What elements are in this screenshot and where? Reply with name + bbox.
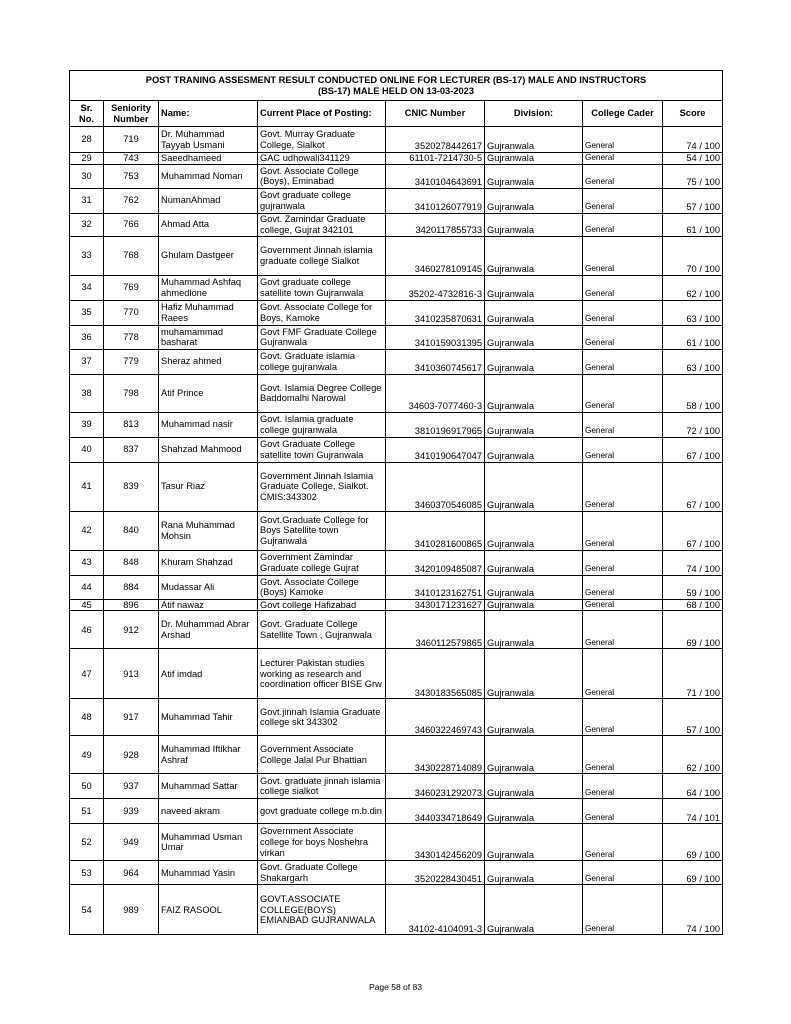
cell-seniority-number: 964 <box>104 861 159 885</box>
cell-cadre: General <box>583 861 663 885</box>
title-line-1: POST TRANING ASSESMENT RESULT CONDUCTED ONLINE FOR LECTURER (BS-17) MALE AND INSTRUCTORS <box>145 74 647 85</box>
cell-posting: Govt graduate college satellite town Gujranwala <box>258 275 386 300</box>
cell-sr-no: 39 <box>70 412 104 437</box>
cell-name: FAIZ RASOOL <box>159 885 258 935</box>
table-row <box>70 736 723 774</box>
cell-seniority-number: 949 <box>104 824 159 861</box>
cell-score: 54 / 100 <box>663 153 723 165</box>
table-row <box>70 412 723 437</box>
cell-posting: Govt. Islamia Degree College Baddomalhi Narowal <box>258 374 386 412</box>
cell-division: Gujranwala <box>485 127 583 153</box>
cell-name: Hafiz Muhammad Raees <box>159 300 258 325</box>
table-row <box>70 213 723 236</box>
header-posting: Current Place of Posting: <box>258 101 386 127</box>
cell-seniority-number: 769 <box>104 275 159 300</box>
cell-division: Gujranwala <box>485 462 583 511</box>
cell-posting: Government Jinnah islamia graduate college Sialkot <box>258 236 386 275</box>
cell-division: Gujranwala <box>485 774 583 799</box>
cell-score: 67 / 100 <box>663 462 723 511</box>
cell-score: 61 / 100 <box>663 213 723 236</box>
cell-seniority-number: 912 <box>104 611 159 649</box>
cell-seniority-number: 779 <box>104 349 159 374</box>
cell-score: 67 / 100 <box>663 437 723 462</box>
cell-name: Dr. Muhammad Abrar Arshad <box>159 611 258 649</box>
cell-cadre: General <box>583 300 663 325</box>
cell-division: Gujranwala <box>485 275 583 300</box>
cell-cnic: 34102-4104091-3 <box>386 885 485 935</box>
cell-posting: Government Associate College Jalal Pur Bhattian <box>258 736 386 774</box>
table-row <box>70 611 723 649</box>
cell-sr-no: 33 <box>70 236 104 275</box>
table-row <box>70 153 723 165</box>
cell-seniority-number: 939 <box>104 799 159 824</box>
cell-name: Muhammad nasir <box>159 412 258 437</box>
cell-posting: GOVT.ASSOCIATE COLLEGE(BOYS) EMIANBAD GUJRANWALA <box>258 885 386 935</box>
cell-cnic: 3460231292073 <box>386 774 485 799</box>
cell-score: 64 / 100 <box>663 774 723 799</box>
cell-division: Gujranwala <box>485 824 583 861</box>
table-row <box>70 774 723 799</box>
cell-posting: Government Zamindar Graduate college Gujrat <box>258 550 386 575</box>
cell-cnic: 3520228430451 <box>386 861 485 885</box>
cell-division: Gujranwala <box>485 300 583 325</box>
cell-sr-no: 43 <box>70 550 104 575</box>
cell-score: 69 / 100 <box>663 824 723 861</box>
cell-cnic: 3430183565085 <box>386 649 485 699</box>
header-sr-no: Sr. No. <box>70 101 104 127</box>
cell-cadre: General <box>583 511 663 550</box>
table-row <box>70 325 723 349</box>
table-row <box>70 374 723 412</box>
cell-cnic: 3410104643691 <box>386 164 485 188</box>
cell-sr-no: 35 <box>70 300 104 325</box>
table-row <box>70 550 723 575</box>
table-row <box>70 300 723 325</box>
cell-cnic: 61101-7214730-5 <box>386 153 485 165</box>
cell-posting: Govt. Islamia graduate college gujranwala <box>258 412 386 437</box>
results-table <box>69 70 723 935</box>
cell-cadre: General <box>583 699 663 736</box>
table-row <box>70 861 723 885</box>
cell-posting: govt graduate college m.b.din <box>258 799 386 824</box>
cell-cadre: General <box>583 736 663 774</box>
cell-division: Gujranwala <box>485 325 583 349</box>
table-row <box>70 127 723 153</box>
cell-cnic: 3420109485087 <box>386 550 485 575</box>
cell-cadre: General <box>583 188 663 213</box>
cell-seniority-number: 928 <box>104 736 159 774</box>
table-row <box>70 699 723 736</box>
cell-posting: Government Jinnah Islamia Graduate College, Sialkot. CMIS:343302 <box>258 462 386 511</box>
cell-cadre: General <box>583 164 663 188</box>
title-line-2: (BS-17) MALE HELD ON 13-03-2023 <box>317 85 475 96</box>
cell-cadre: General <box>583 611 663 649</box>
cell-score: 62 / 100 <box>663 275 723 300</box>
cell-sr-no: 41 <box>70 462 104 511</box>
table-row <box>70 462 723 511</box>
cell-name: Saeedhameed <box>159 153 258 165</box>
cell-cadre: General <box>583 412 663 437</box>
cell-cnic: 3460322469743 <box>386 699 485 736</box>
cell-cnic: 3430228714089 <box>386 736 485 774</box>
cell-name: Khuram Shahzad <box>159 550 258 575</box>
cell-division: Gujranwala <box>485 511 583 550</box>
cell-seniority-number: 913 <box>104 649 159 699</box>
cell-seniority-number: 840 <box>104 511 159 550</box>
table-row <box>70 164 723 188</box>
cell-name: Muhammad Ashfaq ahmedlone <box>159 275 258 300</box>
cell-cadre: General <box>583 462 663 511</box>
header-division: Division: <box>485 101 583 127</box>
cell-score: 67 / 100 <box>663 511 723 550</box>
cell-posting: Govt graduate college gujranwala <box>258 188 386 213</box>
cell-posting: Government Associate college for boys Noshehra virkan <box>258 824 386 861</box>
cell-cnic: 34603-7077460-3 <box>386 374 485 412</box>
cell-name: Atif imdad <box>159 649 258 699</box>
cell-cadre: General <box>583 599 663 611</box>
cell-name: Muhammad Yasin <box>159 861 258 885</box>
cell-cnic: 35202-4732816-3 <box>386 275 485 300</box>
header-score: Score <box>663 101 723 127</box>
cell-score: 62 / 100 <box>663 736 723 774</box>
cell-sr-no: 54 <box>70 885 104 935</box>
cell-sr-no: 29 <box>70 153 104 165</box>
cell-seniority-number: 989 <box>104 885 159 935</box>
cell-cadre: General <box>583 885 663 935</box>
cell-name: Mudassar Ali <box>159 575 258 599</box>
cell-division: Gujranwala <box>485 164 583 188</box>
cell-name: Tasur Riaz <box>159 462 258 511</box>
cell-sr-no: 32 <box>70 213 104 236</box>
cell-cnic: 3430171231627 <box>386 599 485 611</box>
cell-cadre: General <box>583 824 663 861</box>
cell-sr-no: 53 <box>70 861 104 885</box>
cell-sr-no: 37 <box>70 349 104 374</box>
cell-score: 69 / 100 <box>663 611 723 649</box>
cell-division: Gujranwala <box>485 236 583 275</box>
cell-cnic: 3460278109145 <box>386 236 485 275</box>
cell-posting: Govt. Zamindar Graduate college, Gujrat 342101 <box>258 213 386 236</box>
cell-seniority-number: 768 <box>104 236 159 275</box>
cell-sr-no: 50 <box>70 774 104 799</box>
cell-sr-no: 28 <box>70 127 104 153</box>
cell-division: Gujranwala <box>485 188 583 213</box>
cell-posting: Govt.Graduate College for Boys Satellite town Gujranwala <box>258 511 386 550</box>
cell-seniority-number: 798 <box>104 374 159 412</box>
cell-score: 63 / 100 <box>663 349 723 374</box>
cell-cnic: 3410235870631 <box>386 300 485 325</box>
cell-sr-no: 51 <box>70 799 104 824</box>
cell-posting: Govt. Associate College (Boys), Eminabad <box>258 164 386 188</box>
table-row <box>70 188 723 213</box>
cell-name: Sheraz ahmed <box>159 349 258 374</box>
page-title <box>70 71 723 101</box>
cell-seniority-number: 719 <box>104 127 159 153</box>
cell-posting: Govt. graduate jinnah islamia college sialkot <box>258 774 386 799</box>
cell-seniority-number: 884 <box>104 575 159 599</box>
cell-cnic: 3410159031395 <box>386 325 485 349</box>
table-row <box>70 885 723 935</box>
cell-score: 68 / 100 <box>663 599 723 611</box>
header-cnic: CNIC Number <box>386 101 485 127</box>
cell-cadre: General <box>583 774 663 799</box>
cell-cnic: 3410126077919 <box>386 188 485 213</box>
cell-seniority-number: 937 <box>104 774 159 799</box>
cell-name: Atif Prince <box>159 374 258 412</box>
cell-cadre: General <box>583 325 663 349</box>
cell-name: Dr. Muhammad Tayyab Usmani <box>159 127 258 153</box>
cell-sr-no: 45 <box>70 599 104 611</box>
cell-seniority-number: 762 <box>104 188 159 213</box>
cell-name: Ahmad Atta <box>159 213 258 236</box>
cell-posting: Govt.jinnah Islamia Graduate college skt 343302 <box>258 699 386 736</box>
cell-posting: Govt college Hafizabad <box>258 599 386 611</box>
cell-seniority-number: 753 <box>104 164 159 188</box>
cell-posting: Govt FMF Graduate College Gujranwala <box>258 325 386 349</box>
cell-division: Gujranwala <box>485 437 583 462</box>
cell-score: 63 / 100 <box>663 300 723 325</box>
header-row <box>70 101 723 127</box>
cell-cnic: 3460370546085 <box>386 462 485 511</box>
cell-division: Gujranwala <box>485 374 583 412</box>
cell-sr-no: 52 <box>70 824 104 861</box>
table-row <box>70 649 723 699</box>
cell-cnic: 3460112579865 <box>386 611 485 649</box>
cell-cadre: General <box>583 649 663 699</box>
cell-name: NumanAhmad <box>159 188 258 213</box>
cell-score: 74 / 101 <box>663 799 723 824</box>
cell-cadre: General <box>583 799 663 824</box>
cell-score: 59 / 100 <box>663 575 723 599</box>
cell-cadre: General <box>583 236 663 275</box>
cell-sr-no: 30 <box>70 164 104 188</box>
cell-seniority-number: 839 <box>104 462 159 511</box>
cell-seniority-number: 766 <box>104 213 159 236</box>
cell-division: Gujranwala <box>485 153 583 165</box>
cell-cnic: 3440334718649 <box>386 799 485 824</box>
cell-posting: Lecturer Pakistan studies working as research and coordination officer BISE Grw <box>258 649 386 699</box>
cell-cnic: 3430142456209 <box>386 824 485 861</box>
cell-seniority-number: 837 <box>104 437 159 462</box>
table-row <box>70 236 723 275</box>
cell-cadre: General <box>583 127 663 153</box>
cell-name: Muhammad Usman Umar <box>159 824 258 861</box>
cell-name: Muhammad Sattar <box>159 774 258 799</box>
cell-posting: Govt. Associate College (Boys) Kamoke <box>258 575 386 599</box>
cell-sr-no: 47 <box>70 649 104 699</box>
cell-score: 74 / 100 <box>663 127 723 153</box>
cell-sr-no: 46 <box>70 611 104 649</box>
cell-sr-no: 40 <box>70 437 104 462</box>
cell-score: 57 / 100 <box>663 699 723 736</box>
cell-name: Ghulam Dastgeer <box>159 236 258 275</box>
cell-division: Gujranwala <box>485 349 583 374</box>
cell-score: 71 / 100 <box>663 649 723 699</box>
cell-score: 58 / 100 <box>663 374 723 412</box>
cell-name: muhamammad basharat <box>159 325 258 349</box>
cell-cnic: 3420117855733 <box>386 213 485 236</box>
cell-sr-no: 44 <box>70 575 104 599</box>
cell-cnic: 3410281600865 <box>386 511 485 550</box>
cell-sr-no: 31 <box>70 188 104 213</box>
cell-name: Rana Muhammad Mohsin <box>159 511 258 550</box>
cell-cadre: General <box>583 275 663 300</box>
cell-seniority-number: 778 <box>104 325 159 349</box>
cell-name: Muhammad Iftikhar Ashraf <box>159 736 258 774</box>
cell-cadre: General <box>583 575 663 599</box>
cell-posting: Govt. Graduate islamia college gujranwala <box>258 349 386 374</box>
cell-sr-no: 49 <box>70 736 104 774</box>
cell-cadre: General <box>583 349 663 374</box>
cell-cadre: General <box>583 437 663 462</box>
table-row <box>70 349 723 374</box>
cell-posting: GAC udhowali341129 <box>258 153 386 165</box>
cell-division: Gujranwala <box>485 861 583 885</box>
cell-cadre: General <box>583 550 663 575</box>
cell-seniority-number: 917 <box>104 699 159 736</box>
cell-score: 72 / 100 <box>663 412 723 437</box>
cell-posting: Govt Graduate College satellite town Gujranwala <box>258 437 386 462</box>
cell-division: Gujranwala <box>485 599 583 611</box>
cell-posting: Govt. Graduate College Satellite Town , Gujranwala <box>258 611 386 649</box>
header-seniority-number: Seniority Number <box>104 101 159 127</box>
cell-seniority-number: 848 <box>104 550 159 575</box>
cell-name: Shahzad Mahmood <box>159 437 258 462</box>
table-row <box>70 275 723 300</box>
cell-score: 74 / 100 <box>663 550 723 575</box>
table-row <box>70 575 723 599</box>
cell-name: naveed akram <box>159 799 258 824</box>
cell-posting: Govt. Associate College for Boys, Kamoke <box>258 300 386 325</box>
cell-seniority-number: 896 <box>104 599 159 611</box>
cell-score: 61 / 100 <box>663 325 723 349</box>
table-row <box>70 824 723 861</box>
cell-division: Gujranwala <box>485 699 583 736</box>
cell-sr-no: 36 <box>70 325 104 349</box>
cell-division: Gujranwala <box>485 575 583 599</box>
cell-sr-no: 34 <box>70 275 104 300</box>
cell-division: Gujranwala <box>485 213 583 236</box>
cell-name: Muhammad Tahir <box>159 699 258 736</box>
cell-seniority-number: 743 <box>104 153 159 165</box>
cell-cnic: 3410123162751 <box>386 575 485 599</box>
cell-score: 70 / 100 <box>663 236 723 275</box>
cell-cadre: General <box>583 153 663 165</box>
table-row <box>70 599 723 611</box>
cell-sr-no: 38 <box>70 374 104 412</box>
table-row <box>70 511 723 550</box>
cell-score: 69 / 100 <box>663 861 723 885</box>
header-cadre: College Cader <box>583 101 663 127</box>
cell-seniority-number: 770 <box>104 300 159 325</box>
cell-name: Muhammad Noman <box>159 164 258 188</box>
cell-posting: Govt. Murray Graduate College, Sialkot <box>258 127 386 153</box>
cell-cadre: General <box>583 374 663 412</box>
cell-division: Gujranwala <box>485 611 583 649</box>
cell-posting: Govt. Graduate College Shakargarh <box>258 861 386 885</box>
cell-name: Atif nawaz <box>159 599 258 611</box>
cell-seniority-number: 813 <box>104 412 159 437</box>
cell-sr-no: 42 <box>70 511 104 550</box>
cell-division: Gujranwala <box>485 649 583 699</box>
cell-cnic: 3410360745617 <box>386 349 485 374</box>
cell-division: Gujranwala <box>485 736 583 774</box>
cell-score: 74 / 100 <box>663 885 723 935</box>
cell-cnic: 3810196917965 <box>386 412 485 437</box>
cell-division: Gujranwala <box>485 550 583 575</box>
cell-division: Gujranwala <box>485 885 583 935</box>
page-number: Page 58 of 83 <box>369 982 422 992</box>
cell-score: 75 / 100 <box>663 164 723 188</box>
cell-cnic: 3520278442617 <box>386 127 485 153</box>
cell-sr-no: 48 <box>70 699 104 736</box>
table-row <box>70 437 723 462</box>
table-row <box>70 799 723 824</box>
cell-division: Gujranwala <box>485 799 583 824</box>
cell-score: 57 / 100 <box>663 188 723 213</box>
cell-division: Gujranwala <box>485 412 583 437</box>
cell-cnic: 3410190647047 <box>386 437 485 462</box>
header-name: Name: <box>159 101 258 127</box>
cell-cadre: General <box>583 213 663 236</box>
